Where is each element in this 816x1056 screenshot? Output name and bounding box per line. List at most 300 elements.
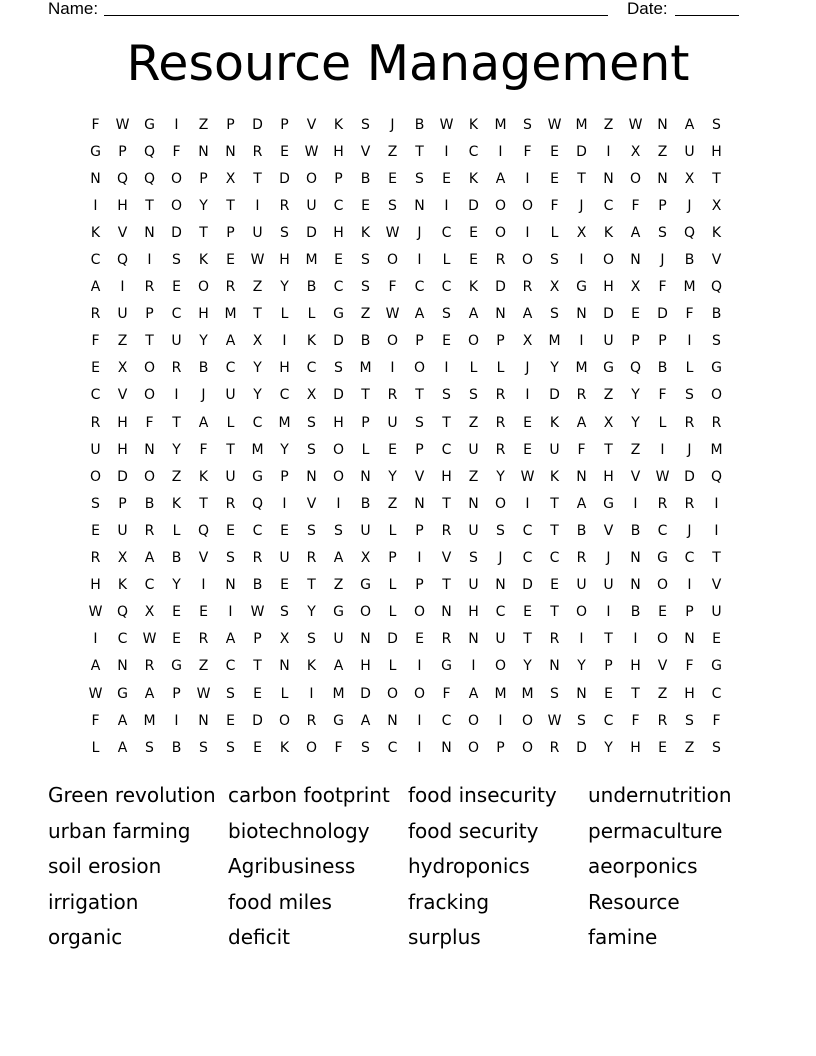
grid-letter[interactable]: U bbox=[333, 631, 344, 648]
grid-letter[interactable]: A bbox=[414, 306, 425, 323]
grid-letter[interactable]: Z bbox=[657, 143, 668, 160]
grid-letter[interactable]: Z bbox=[360, 306, 371, 323]
grid-letter[interactable]: R bbox=[549, 739, 560, 756]
grid-letter[interactable]: B bbox=[360, 333, 371, 350]
grid-letter[interactable]: X bbox=[252, 333, 263, 350]
grid-letter[interactable]: Y bbox=[523, 658, 532, 675]
grid-letter[interactable]: P bbox=[415, 333, 424, 350]
grid-letter[interactable]: O bbox=[143, 360, 156, 377]
grid-letter[interactable]: I bbox=[714, 495, 719, 512]
grid-letter[interactable]: S bbox=[496, 522, 505, 539]
grid-letter[interactable]: O bbox=[710, 387, 723, 404]
grid-letter[interactable]: B bbox=[684, 252, 695, 269]
grid-letter[interactable]: N bbox=[576, 468, 587, 485]
grid-letter[interactable]: Y bbox=[253, 360, 262, 377]
grid-letter[interactable]: H bbox=[90, 577, 101, 594]
grid-letter[interactable]: H bbox=[630, 739, 641, 756]
grid-letter[interactable]: U bbox=[225, 468, 236, 485]
grid-letter[interactable]: C bbox=[306, 360, 317, 377]
grid-letter[interactable]: Z bbox=[468, 468, 479, 485]
grid-letter[interactable]: Q bbox=[116, 170, 129, 187]
grid-letter[interactable]: O bbox=[413, 360, 426, 377]
grid-letter[interactable]: A bbox=[225, 631, 236, 648]
grid-letter[interactable]: U bbox=[468, 441, 479, 458]
grid-letter[interactable]: R bbox=[225, 495, 236, 512]
grid-letter[interactable]: F bbox=[442, 685, 451, 702]
grid-letter[interactable]: N bbox=[657, 170, 668, 187]
grid-letter[interactable]: G bbox=[117, 685, 128, 702]
grid-letter[interactable]: A bbox=[333, 550, 344, 567]
grid-letter[interactable]: Q bbox=[143, 170, 156, 187]
grid-letter[interactable]: G bbox=[171, 658, 182, 675]
grid-letter[interactable]: F bbox=[712, 712, 721, 729]
grid-letter[interactable]: R bbox=[144, 522, 155, 539]
grid-letter[interactable]: H bbox=[279, 252, 290, 269]
grid-letter[interactable]: T bbox=[307, 577, 316, 594]
grid-letter[interactable]: W bbox=[88, 604, 103, 621]
grid-letter[interactable]: A bbox=[630, 224, 641, 241]
grid-letter[interactable]: A bbox=[90, 279, 101, 296]
grid-letter[interactable]: I bbox=[417, 712, 422, 729]
grid-letter[interactable]: T bbox=[604, 631, 613, 648]
grid-letter[interactable]: B bbox=[576, 522, 587, 539]
grid-letter[interactable]: O bbox=[305, 170, 318, 187]
grid-letter[interactable]: A bbox=[576, 495, 587, 512]
grid-letter[interactable]: M bbox=[359, 360, 372, 377]
grid-letter[interactable]: X bbox=[360, 550, 371, 567]
grid-letter[interactable]: P bbox=[496, 739, 505, 756]
grid-letter[interactable]: M bbox=[548, 333, 561, 350]
grid-letter[interactable]: C bbox=[414, 279, 425, 296]
grid-letter[interactable]: K bbox=[306, 658, 317, 675]
grid-letter[interactable]: U bbox=[360, 522, 371, 539]
grid-letter[interactable]: O bbox=[467, 333, 480, 350]
grid-letter[interactable]: B bbox=[252, 577, 263, 594]
grid-letter[interactable]: S bbox=[685, 712, 694, 729]
grid-letter[interactable]: S bbox=[550, 306, 559, 323]
grid-letter[interactable]: T bbox=[442, 414, 451, 431]
grid-letter[interactable]: E bbox=[91, 522, 100, 539]
grid-letter[interactable]: O bbox=[656, 631, 669, 648]
grid-letter[interactable]: Y bbox=[253, 387, 262, 404]
grid-letter[interactable]: V bbox=[198, 550, 209, 567]
grid-letter[interactable]: O bbox=[170, 170, 183, 187]
grid-letter[interactable]: S bbox=[307, 522, 316, 539]
grid-letter[interactable]: S bbox=[226, 739, 235, 756]
grid-letter[interactable]: X bbox=[117, 360, 128, 377]
grid-letter[interactable]: C bbox=[684, 550, 695, 567]
grid-letter[interactable]: N bbox=[657, 116, 668, 133]
grid-letter[interactable]: T bbox=[577, 170, 586, 187]
grid-letter[interactable]: Z bbox=[603, 116, 614, 133]
grid-letter[interactable]: P bbox=[280, 468, 289, 485]
grid-letter[interactable]: U bbox=[117, 522, 128, 539]
grid-letter[interactable]: S bbox=[469, 550, 478, 567]
grid-letter[interactable]: Z bbox=[198, 658, 209, 675]
grid-letter[interactable]: U bbox=[306, 197, 317, 214]
grid-letter[interactable]: S bbox=[658, 224, 667, 241]
grid-letter[interactable]: S bbox=[442, 306, 451, 323]
grid-letter[interactable]: N bbox=[630, 252, 641, 269]
grid-letter[interactable]: H bbox=[198, 306, 209, 323]
grid-letter[interactable]: U bbox=[117, 306, 128, 323]
grid-letter[interactable]: W bbox=[520, 468, 535, 485]
grid-letter[interactable]: C bbox=[144, 577, 155, 594]
grid-letter[interactable]: L bbox=[172, 522, 181, 539]
grid-letter[interactable]: R bbox=[441, 522, 452, 539]
grid-letter[interactable]: I bbox=[444, 360, 449, 377]
grid-letter[interactable]: M bbox=[683, 279, 696, 296]
grid-letter[interactable]: Q bbox=[629, 360, 642, 377]
grid-letter[interactable]: R bbox=[684, 495, 695, 512]
grid-letter[interactable]: J bbox=[687, 522, 692, 539]
grid-letter[interactable]: N bbox=[630, 577, 641, 594]
grid-letter[interactable]: F bbox=[91, 712, 100, 729]
grid-letter[interactable]: E bbox=[226, 712, 235, 729]
grid-letter[interactable]: E bbox=[442, 333, 451, 350]
grid-letter[interactable]: E bbox=[253, 739, 262, 756]
grid-letter[interactable]: O bbox=[494, 495, 507, 512]
grid-letter[interactable]: O bbox=[143, 387, 156, 404]
grid-letter[interactable]: Q bbox=[251, 495, 264, 512]
grid-letter[interactable]: V bbox=[711, 252, 722, 269]
grid-letter[interactable]: Q bbox=[116, 604, 129, 621]
grid-letter[interactable]: S bbox=[280, 224, 289, 241]
grid-letter[interactable]: H bbox=[603, 279, 614, 296]
grid-letter[interactable]: T bbox=[172, 414, 181, 431]
grid-letter[interactable]: V bbox=[603, 522, 614, 539]
grid-letter[interactable]: K bbox=[360, 224, 371, 241]
grid-letter[interactable]: I bbox=[525, 387, 530, 404]
grid-letter[interactable]: Z bbox=[657, 685, 668, 702]
grid-letter[interactable]: V bbox=[306, 116, 317, 133]
grid-letter[interactable]: R bbox=[90, 414, 101, 431]
grid-letter[interactable]: D bbox=[495, 279, 506, 296]
grid-letter[interactable]: D bbox=[468, 197, 479, 214]
grid-letter[interactable]: R bbox=[549, 631, 560, 648]
grid-letter[interactable]: M bbox=[521, 685, 534, 702]
grid-letter[interactable]: I bbox=[660, 441, 665, 458]
grid-letter[interactable]: S bbox=[226, 550, 235, 567]
grid-letter[interactable]: C bbox=[441, 224, 452, 241]
grid-letter[interactable]: C bbox=[468, 143, 479, 160]
grid-letter[interactable]: O bbox=[278, 712, 291, 729]
grid-letter[interactable]: P bbox=[496, 333, 505, 350]
grid-letter[interactable]: Y bbox=[199, 197, 208, 214]
grid-letter[interactable]: S bbox=[91, 495, 100, 512]
grid-letter[interactable]: X bbox=[522, 333, 533, 350]
grid-letter[interactable]: F bbox=[658, 279, 667, 296]
grid-letter[interactable]: X bbox=[117, 550, 128, 567]
grid-letter[interactable]: J bbox=[201, 387, 206, 404]
grid-letter[interactable]: Y bbox=[550, 360, 559, 377]
grid-letter[interactable]: X bbox=[279, 631, 290, 648]
grid-letter[interactable]: J bbox=[687, 441, 692, 458]
grid-letter[interactable]: E bbox=[199, 604, 208, 621]
grid-letter[interactable]: I bbox=[147, 252, 152, 269]
grid-letter[interactable]: N bbox=[441, 739, 452, 756]
grid-letter[interactable]: A bbox=[90, 658, 101, 675]
grid-letter[interactable]: C bbox=[657, 522, 668, 539]
grid-letter[interactable]: U bbox=[225, 387, 236, 404]
grid-letter[interactable]: Z bbox=[387, 495, 398, 512]
grid-letter[interactable]: I bbox=[525, 495, 530, 512]
grid-letter[interactable]: P bbox=[415, 441, 424, 458]
grid-letter[interactable]: F bbox=[685, 658, 694, 675]
grid-letter[interactable]: P bbox=[658, 333, 667, 350]
grid-letter[interactable]: F bbox=[685, 306, 694, 323]
grid-letter[interactable]: O bbox=[89, 468, 102, 485]
grid-letter[interactable]: V bbox=[117, 387, 128, 404]
grid-letter[interactable]: F bbox=[631, 712, 640, 729]
grid-letter[interactable]: S bbox=[685, 387, 694, 404]
grid-letter[interactable]: I bbox=[417, 658, 422, 675]
grid-letter[interactable]: B bbox=[414, 116, 425, 133]
grid-letter[interactable]: W bbox=[88, 685, 103, 702]
date-field[interactable] bbox=[675, 0, 739, 16]
grid-letter[interactable]: O bbox=[332, 468, 345, 485]
grid-letter[interactable]: I bbox=[93, 631, 98, 648]
grid-letter[interactable]: Y bbox=[604, 739, 613, 756]
grid-letter[interactable]: P bbox=[415, 577, 424, 594]
grid-letter[interactable]: S bbox=[361, 279, 370, 296]
grid-letter[interactable]: N bbox=[684, 631, 695, 648]
grid-letter[interactable]: R bbox=[657, 712, 668, 729]
grid-letter[interactable]: E bbox=[550, 577, 559, 594]
grid-letter[interactable]: C bbox=[441, 279, 452, 296]
grid-letter[interactable]: R bbox=[387, 387, 398, 404]
grid-letter[interactable]: F bbox=[91, 116, 100, 133]
grid-letter[interactable]: C bbox=[225, 360, 236, 377]
grid-letter[interactable]: H bbox=[684, 685, 695, 702]
grid-letter[interactable]: S bbox=[388, 197, 397, 214]
grid-letter[interactable]: N bbox=[630, 550, 641, 567]
grid-letter[interactable]: E bbox=[334, 252, 343, 269]
grid-letter[interactable]: L bbox=[496, 360, 505, 377]
grid-letter[interactable]: I bbox=[687, 577, 692, 594]
grid-letter[interactable]: K bbox=[711, 224, 722, 241]
grid-letter[interactable]: L bbox=[388, 522, 397, 539]
grid-letter[interactable]: R bbox=[495, 441, 506, 458]
grid-letter[interactable]: C bbox=[90, 387, 101, 404]
grid-letter[interactable]: I bbox=[606, 143, 611, 160]
grid-letter[interactable]: P bbox=[118, 495, 127, 512]
grid-letter[interactable]: S bbox=[307, 631, 316, 648]
grid-letter[interactable]: F bbox=[658, 387, 667, 404]
grid-letter[interactable]: I bbox=[714, 522, 719, 539]
grid-letter[interactable]: F bbox=[523, 143, 532, 160]
grid-letter[interactable]: O bbox=[359, 604, 372, 621]
grid-letter[interactable]: A bbox=[117, 739, 128, 756]
grid-letter[interactable]: N bbox=[387, 712, 398, 729]
grid-letter[interactable]: P bbox=[334, 170, 343, 187]
grid-letter[interactable]: V bbox=[657, 658, 668, 675]
grid-letter[interactable]: B bbox=[144, 495, 155, 512]
grid-letter[interactable]: R bbox=[522, 279, 533, 296]
grid-letter[interactable]: C bbox=[90, 252, 101, 269]
grid-letter[interactable]: D bbox=[252, 116, 263, 133]
grid-letter[interactable]: N bbox=[549, 658, 560, 675]
grid-letter[interactable]: D bbox=[522, 577, 533, 594]
grid-letter[interactable]: S bbox=[415, 170, 424, 187]
grid-letter[interactable]: U bbox=[279, 550, 290, 567]
grid-letter[interactable]: A bbox=[468, 306, 479, 323]
grid-letter[interactable]: T bbox=[199, 224, 208, 241]
grid-letter[interactable]: W bbox=[250, 252, 265, 269]
grid-letter[interactable]: A bbox=[333, 658, 344, 675]
grid-letter[interactable]: Q bbox=[710, 279, 723, 296]
grid-letter[interactable]: H bbox=[333, 224, 344, 241]
grid-letter[interactable]: D bbox=[252, 712, 263, 729]
grid-letter[interactable]: U bbox=[576, 577, 587, 594]
grid-letter[interactable]: E bbox=[604, 685, 613, 702]
grid-letter[interactable]: L bbox=[388, 658, 397, 675]
grid-letter[interactable]: E bbox=[280, 143, 289, 160]
grid-letter[interactable]: H bbox=[360, 658, 371, 675]
grid-letter[interactable]: N bbox=[360, 631, 371, 648]
grid-letter[interactable]: H bbox=[117, 197, 128, 214]
grid-letter[interactable]: H bbox=[441, 468, 452, 485]
grid-letter[interactable]: L bbox=[91, 739, 100, 756]
grid-letter[interactable]: K bbox=[171, 495, 182, 512]
grid-letter[interactable]: S bbox=[307, 441, 316, 458]
grid-letter[interactable]: R bbox=[684, 414, 695, 431]
grid-letter[interactable]: F bbox=[199, 441, 208, 458]
grid-letter[interactable]: A bbox=[468, 685, 479, 702]
grid-letter[interactable]: M bbox=[224, 306, 237, 323]
grid-letter[interactable]: L bbox=[658, 414, 667, 431]
grid-letter[interactable]: T bbox=[361, 387, 370, 404]
grid-letter[interactable]: T bbox=[226, 441, 235, 458]
grid-letter[interactable]: A bbox=[144, 550, 155, 567]
grid-letter[interactable]: C bbox=[603, 712, 614, 729]
grid-letter[interactable]: Z bbox=[387, 143, 398, 160]
grid-letter[interactable]: R bbox=[576, 550, 587, 567]
grid-letter[interactable]: E bbox=[91, 360, 100, 377]
grid-letter[interactable]: G bbox=[441, 658, 452, 675]
grid-letter[interactable]: Q bbox=[197, 522, 210, 539]
grid-letter[interactable]: C bbox=[333, 279, 344, 296]
grid-letter[interactable]: N bbox=[306, 468, 317, 485]
grid-letter[interactable]: L bbox=[388, 577, 397, 594]
grid-letter[interactable]: B bbox=[306, 279, 317, 296]
grid-letter[interactable]: Z bbox=[603, 387, 614, 404]
grid-letter[interactable]: R bbox=[144, 279, 155, 296]
grid-letter[interactable]: I bbox=[336, 495, 341, 512]
grid-letter[interactable]: E bbox=[361, 197, 370, 214]
grid-letter[interactable]: P bbox=[388, 550, 397, 567]
grid-letter[interactable]: D bbox=[360, 685, 371, 702]
grid-letter[interactable]: U bbox=[387, 414, 398, 431]
grid-letter[interactable]: C bbox=[522, 522, 533, 539]
grid-letter[interactable]: C bbox=[252, 522, 263, 539]
grid-letter[interactable]: X bbox=[603, 414, 614, 431]
grid-letter[interactable]: K bbox=[468, 279, 479, 296]
grid-letter[interactable]: N bbox=[279, 658, 290, 675]
grid-letter[interactable]: H bbox=[117, 441, 128, 458]
grid-letter[interactable]: I bbox=[417, 550, 422, 567]
grid-letter[interactable]: A bbox=[522, 306, 533, 323]
grid-letter[interactable]: D bbox=[576, 143, 587, 160]
grid-letter[interactable]: F bbox=[631, 197, 640, 214]
grid-letter[interactable]: O bbox=[197, 279, 210, 296]
grid-letter[interactable]: O bbox=[494, 658, 507, 675]
grid-letter[interactable]: S bbox=[172, 252, 181, 269]
grid-letter[interactable]: T bbox=[550, 495, 559, 512]
grid-letter[interactable]: I bbox=[282, 495, 287, 512]
grid-letter[interactable]: K bbox=[468, 116, 479, 133]
grid-letter[interactable]: N bbox=[441, 604, 452, 621]
grid-letter[interactable]: O bbox=[170, 197, 183, 214]
grid-letter[interactable]: N bbox=[144, 441, 155, 458]
grid-letter[interactable]: I bbox=[309, 685, 314, 702]
grid-letter[interactable]: C bbox=[252, 414, 263, 431]
grid-letter[interactable]: N bbox=[603, 170, 614, 187]
grid-letter[interactable]: A bbox=[684, 116, 695, 133]
grid-letter[interactable]: O bbox=[494, 224, 507, 241]
grid-letter[interactable]: S bbox=[199, 739, 208, 756]
grid-letter[interactable]: R bbox=[252, 550, 263, 567]
grid-letter[interactable]: E bbox=[172, 604, 181, 621]
grid-letter[interactable]: K bbox=[198, 252, 209, 269]
grid-letter[interactable]: X bbox=[576, 224, 587, 241]
grid-letter[interactable]: F bbox=[388, 279, 397, 296]
grid-letter[interactable]: T bbox=[442, 577, 451, 594]
grid-letter[interactable]: I bbox=[417, 252, 422, 269]
grid-letter[interactable]: W bbox=[250, 604, 265, 621]
grid-letter[interactable]: I bbox=[444, 197, 449, 214]
grid-letter[interactable]: Z bbox=[198, 116, 209, 133]
grid-letter[interactable]: K bbox=[306, 333, 317, 350]
grid-letter[interactable]: P bbox=[415, 522, 424, 539]
grid-letter[interactable]: G bbox=[333, 604, 344, 621]
grid-letter[interactable]: T bbox=[712, 170, 721, 187]
grid-letter[interactable]: S bbox=[712, 739, 721, 756]
grid-letter[interactable]: G bbox=[252, 468, 263, 485]
grid-letter[interactable]: K bbox=[117, 577, 128, 594]
grid-letter[interactable]: G bbox=[90, 143, 101, 160]
grid-letter[interactable]: C bbox=[522, 550, 533, 567]
grid-letter[interactable]: L bbox=[442, 252, 451, 269]
grid-letter[interactable]: H bbox=[279, 360, 290, 377]
grid-letter[interactable]: C bbox=[117, 631, 128, 648]
grid-letter[interactable]: C bbox=[711, 685, 722, 702]
grid-letter[interactable]: T bbox=[604, 441, 613, 458]
grid-letter[interactable]: S bbox=[577, 712, 586, 729]
grid-letter[interactable]: X bbox=[549, 279, 560, 296]
grid-letter[interactable]: G bbox=[144, 116, 155, 133]
grid-letter[interactable]: Y bbox=[496, 468, 505, 485]
grid-letter[interactable]: R bbox=[495, 252, 506, 269]
grid-letter[interactable]: R bbox=[90, 306, 101, 323]
grid-letter[interactable]: U bbox=[252, 224, 263, 241]
grid-letter[interactable]: T bbox=[145, 197, 154, 214]
grid-letter[interactable]: A bbox=[225, 333, 236, 350]
grid-letter[interactable]: S bbox=[442, 387, 451, 404]
grid-letter[interactable]: B bbox=[198, 360, 209, 377]
grid-letter[interactable]: Z bbox=[468, 414, 479, 431]
grid-letter[interactable]: H bbox=[333, 143, 344, 160]
grid-letter[interactable]: W bbox=[655, 468, 670, 485]
grid-letter[interactable]: S bbox=[361, 739, 370, 756]
grid-letter[interactable]: I bbox=[606, 604, 611, 621]
grid-letter[interactable]: P bbox=[361, 414, 370, 431]
grid-letter[interactable]: V bbox=[360, 143, 371, 160]
grid-letter[interactable]: A bbox=[144, 685, 155, 702]
grid-letter[interactable]: G bbox=[333, 712, 344, 729]
grid-letter[interactable]: R bbox=[144, 658, 155, 675]
grid-letter[interactable]: Q bbox=[683, 224, 696, 241]
